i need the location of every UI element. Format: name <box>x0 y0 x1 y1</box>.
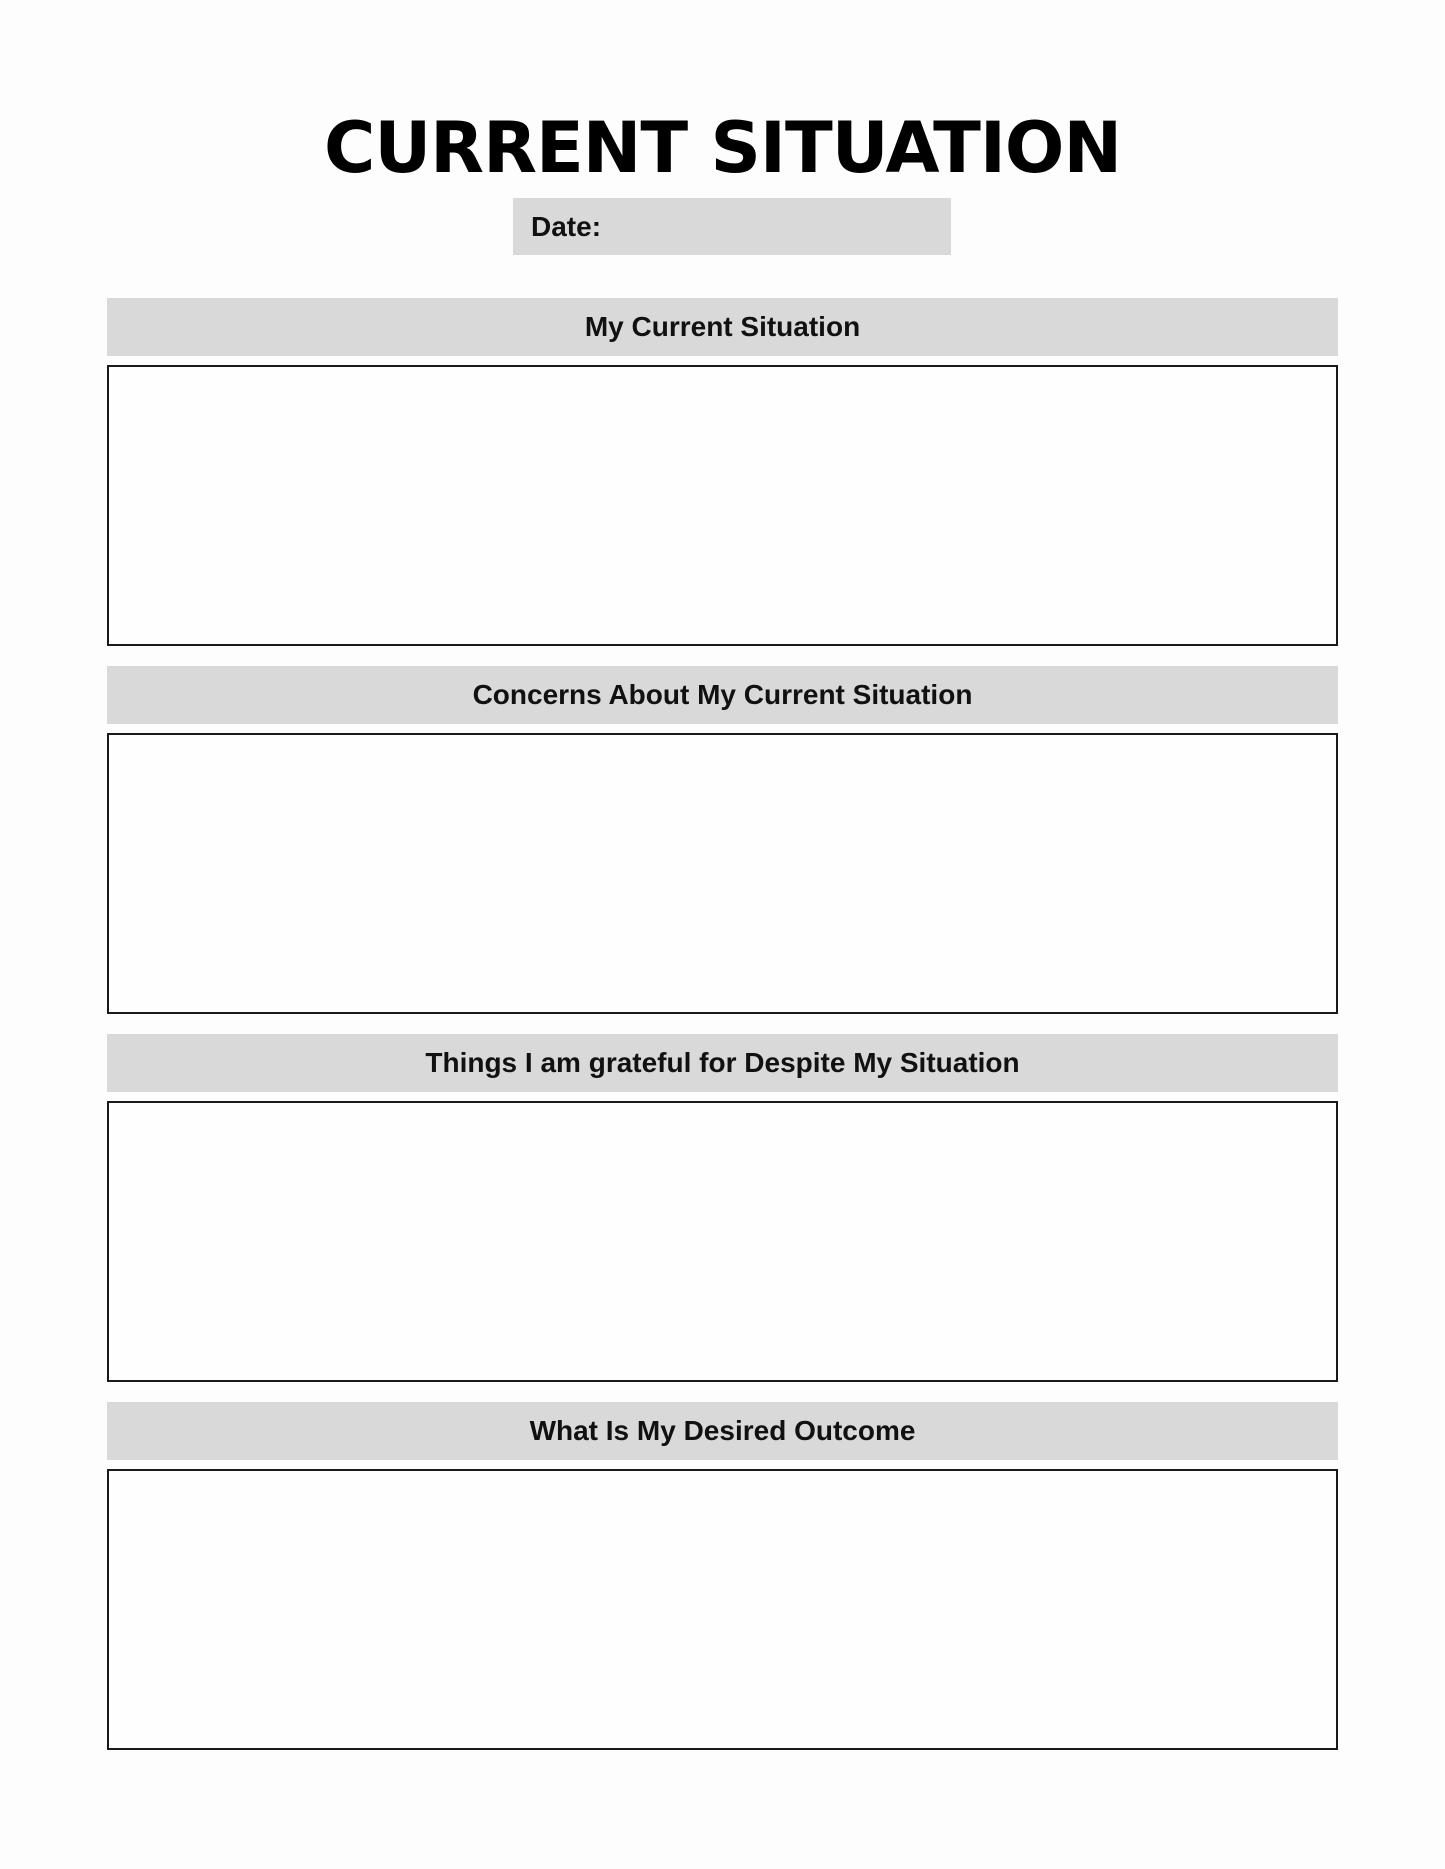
page-title: CURRENT SITUATION <box>323 107 1122 189</box>
date-field[interactable] <box>513 198 951 255</box>
current-situation-writing-box[interactable] <box>107 365 1338 646</box>
section-header-current-situation: My Current Situation <box>107 298 1338 356</box>
section-header-desired-outcome: What Is My Desired Outcome <box>107 1402 1338 1460</box>
concerns-writing-box[interactable] <box>107 733 1338 1014</box>
grateful-writing-box[interactable] <box>107 1101 1338 1382</box>
desired-outcome-writing-box[interactable] <box>107 1469 1338 1750</box>
date-label: Date: <box>531 210 602 242</box>
section-header-grateful: Things I am grateful for Despite My Situation <box>107 1034 1338 1092</box>
section-header-concerns: Concerns About My Current Situation <box>107 666 1338 724</box>
